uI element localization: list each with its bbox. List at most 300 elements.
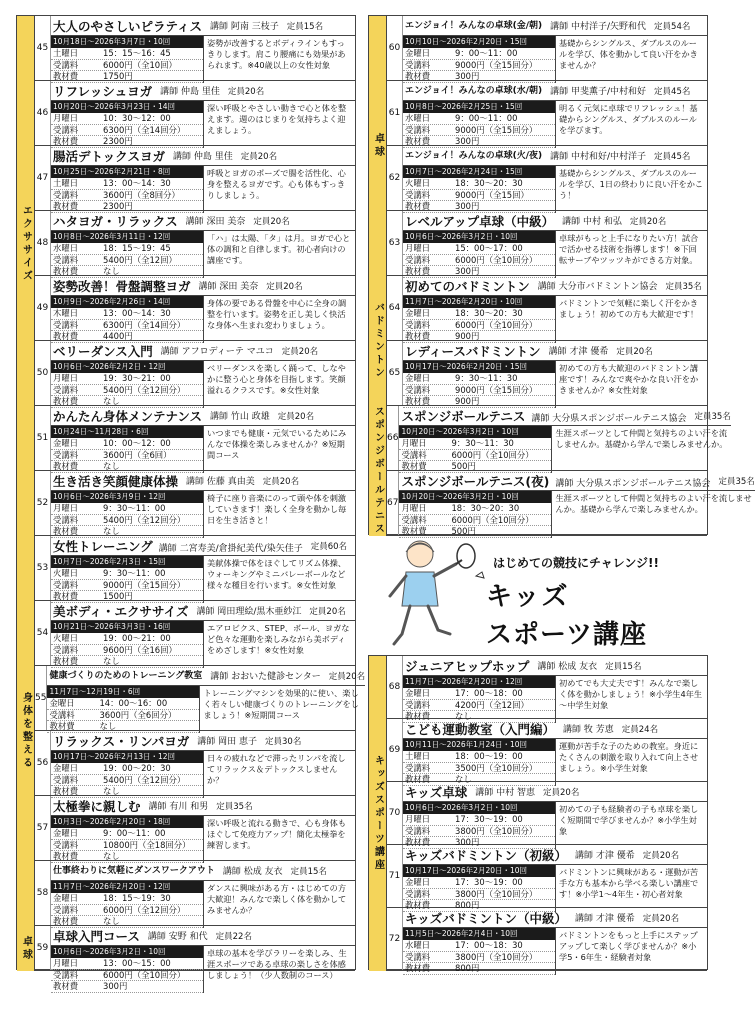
info-value: 18：30～20：30 <box>455 178 523 188</box>
info-value: 6000円（全10回分） <box>455 254 538 265</box>
course-title-row <box>403 845 707 865</box>
course-body <box>403 81 707 145</box>
info-key: 金曜日 <box>405 877 431 887</box>
course-details <box>399 491 754 538</box>
info-row <box>403 190 555 202</box>
info-value: 300円 <box>455 837 480 847</box>
instructor-name: 講師 松成 友衣 <box>222 867 283 877</box>
course-details <box>51 881 355 928</box>
instructor-name: 講師 松成 友衣 <box>537 662 598 672</box>
info-value: 6000円（全10回分） <box>451 514 534 525</box>
info-value: なし <box>455 711 472 721</box>
kids-title: キッズ <box>486 582 570 612</box>
course-number: 58 <box>35 861 51 925</box>
info-key: 火曜日 <box>53 568 79 578</box>
info-key: 水曜日 <box>53 243 79 253</box>
course-description: 椅子に座り音楽にのって頭や体を刺激していきます！楽しく全身を動かし毎日を生き活きと！ <box>203 491 355 538</box>
course-description: 身体の要である骨盤を中心に全身の調整を行います。姿勢を正し美しく快活な身体へ生まれ変わりましょう。 <box>203 296 355 343</box>
course-card <box>35 276 355 341</box>
course-card <box>35 926 355 991</box>
course-info <box>403 802 555 849</box>
course-body <box>51 81 355 145</box>
info-value: 9600円（全16回） <box>103 644 177 655</box>
info-row <box>403 940 555 952</box>
info-row <box>51 981 203 993</box>
info-key: 月曜日 <box>401 503 427 513</box>
course-body <box>403 146 707 210</box>
course-body <box>399 406 730 470</box>
info-key: 火曜日 <box>53 633 79 643</box>
info-row <box>403 125 555 137</box>
info-value: 3800円（全10回分） <box>455 951 538 962</box>
info-key: 教材費 <box>53 266 79 276</box>
course-details <box>51 621 355 668</box>
course-title: エンジョイ！みんなの卓球(火/夜) <box>405 151 543 161</box>
capacity-label: 定員45名 <box>654 152 691 162</box>
course-body <box>51 731 355 795</box>
course-number: 67 <box>387 471 399 535</box>
info-row <box>403 814 555 826</box>
course-description: 基礎からシングルス、ダブルスのルールを学び、体を動かして良い汗をかきませんか？ <box>555 36 707 83</box>
course-details <box>403 36 707 83</box>
course-info <box>403 296 555 343</box>
course-number: 70 <box>387 782 403 844</box>
info-value: 17：30～19：00 <box>455 814 523 824</box>
info-value: なし <box>99 721 117 731</box>
course-description: ダンスに興味がある方・はじめての方大歓迎！みんなで楽しく体を動かしてみませんか？ <box>203 881 355 928</box>
category-band <box>17 926 35 971</box>
course-info <box>47 686 199 733</box>
info-row <box>403 178 555 190</box>
info-key: 水曜日 <box>405 940 431 950</box>
course-card <box>35 666 366 731</box>
info-row <box>51 385 203 397</box>
kids-subtitle: スポーツ講座 <box>486 620 647 650</box>
info-value: なし <box>103 461 120 471</box>
course-number: 69 <box>387 719 403 781</box>
course-description: 初めての子も経験者の子も卓球を楽しく短期間で学びませんか？※小学生対象 <box>555 802 707 849</box>
info-value: 1500円 <box>103 591 133 601</box>
course-info <box>403 36 555 83</box>
course-details <box>403 676 707 723</box>
info-value: 3600円（全8回分） <box>103 189 180 200</box>
info-value: 800円 <box>455 963 480 973</box>
course-title: ベリーダンス入門 <box>53 344 153 359</box>
course-description: 初めてでも大丈夫です！みんなで楽しく体を動かしましょう！※小学生4年生～中学生対象 <box>555 676 707 723</box>
info-row <box>51 450 203 462</box>
capacity-label: 定員60名 <box>310 542 348 552</box>
info-value: 13：00～14：30 <box>103 308 171 318</box>
course-period: 10月7日～2026年2月24日・15回 <box>403 166 555 178</box>
info-key: 教材費 <box>53 71 79 81</box>
info-key: 教材費 <box>53 461 79 471</box>
course-description: 初めての方も大歓迎のバドミントン講座です！みんなで爽やかな良い汗をかきませんか？※女性対象 <box>555 361 707 408</box>
info-value: 9000円（全15回） <box>455 189 529 200</box>
info-row <box>51 515 203 527</box>
course-title: ジュニアヒップホップ <box>405 659 530 674</box>
info-key: 土曜日 <box>405 751 431 761</box>
category-label: 卓球 <box>372 133 384 159</box>
course-info <box>51 881 203 928</box>
course-card <box>387 471 755 536</box>
info-value: 9：30～11：00 <box>103 503 166 513</box>
course-title-row <box>51 16 355 36</box>
capacity-label: 定員20名 <box>616 347 653 357</box>
info-key: 教材費 <box>405 331 431 341</box>
course-description: エアロビクス、STEP、ボール、ヨガなど色々な運動を楽しみながら美ボディをめざします！※女性対象 <box>203 621 355 668</box>
info-row <box>51 113 203 125</box>
course-number: 60 <box>387 16 403 80</box>
course-period: 10月10日～2026年2月20日・15回 <box>403 36 555 48</box>
course-period: 11月7日～2026年2月20日・12回 <box>403 676 555 688</box>
info-key: 受講料 <box>53 839 79 850</box>
info-key: 火曜日 <box>405 178 431 188</box>
course-title-row <box>51 406 355 426</box>
info-key: 受講料 <box>53 254 79 265</box>
course-card <box>387 276 707 341</box>
course-card <box>35 211 355 276</box>
course-details <box>403 802 707 849</box>
info-value: 19：00～21：00 <box>103 633 171 643</box>
course-description: 深い呼吸とやさしい動きで心と体を整えます。週のはじまりを気持ちよく迎えましょう。 <box>203 101 355 148</box>
info-key: 受講料 <box>405 189 431 200</box>
info-value: 18：15～19：45 <box>103 243 171 253</box>
info-value: 6000円（全12回分） <box>103 904 186 915</box>
course-title: こども運動教室（入門編） <box>405 722 556 737</box>
info-key: 受講料 <box>405 699 431 710</box>
capacity-label: 定員20名 <box>629 217 667 227</box>
course-number: 62 <box>387 146 403 210</box>
course-title: 仕事終わりに気軽にダンスワークアウト <box>53 866 215 876</box>
course-title-row <box>403 341 707 361</box>
course-number: 47 <box>35 146 51 210</box>
info-value: なし <box>103 916 120 926</box>
info-row <box>403 243 555 255</box>
info-value: 2300円 <box>103 136 133 146</box>
instructor-name: 講師 おおいた健診センター <box>210 672 321 682</box>
capacity-label: 定員35名 <box>216 802 253 812</box>
info-value: 15：00～17：00 <box>455 243 523 253</box>
info-row <box>51 373 203 385</box>
course-number: 57 <box>35 796 51 860</box>
info-value: 6000円（全10回分） <box>103 969 186 980</box>
info-row <box>47 710 199 722</box>
course-info <box>403 231 555 278</box>
instructor-name: 講師 大分市バドミントン協会 <box>537 282 658 292</box>
course-body <box>51 16 355 80</box>
info-row <box>51 633 203 645</box>
course-period: 10月17日～2026年2月20日・10回 <box>403 865 555 877</box>
course-card <box>387 908 707 971</box>
course-info <box>403 361 555 408</box>
course-description: バドミントンをもっと上手にステップアップして楽しく学びませんか？※小学5・6年生・経験者対象 <box>555 928 707 975</box>
course-title-row <box>51 211 355 231</box>
course-description: 「ハ」は太陽、「タ」は月。ヨガで心と体の調和と自律します。初心者向けの講座です。 <box>203 231 355 278</box>
kids-tagline: はじめての競技にチャレンジ!! <box>493 556 659 570</box>
course-title: 健康づくりのためのトレーニング教室 <box>49 671 203 681</box>
info-value: 5400円（全12回分） <box>103 774 186 785</box>
course-card <box>387 81 707 146</box>
info-value: 300円 <box>455 136 480 146</box>
info-key: 受講料 <box>401 514 427 525</box>
info-key: 教材費 <box>405 201 431 211</box>
info-key: 受講料 <box>405 254 431 265</box>
course-period: 11月7日～2026年2月20日・12回 <box>51 881 203 893</box>
course-description: 卓球の基本を学びラリーを楽しみ、生涯スポーツである卓球の楽しさを体感しましょう！（少人数制のコース） <box>203 946 355 993</box>
course-period: 10月8日～2026年2月25日・15回 <box>403 101 555 113</box>
course-body <box>51 926 355 991</box>
category-band <box>369 656 387 971</box>
info-value: 6000円（全10回分） <box>451 449 534 460</box>
course-description: いつまでも健康・元気でいるためにみんなで体操を楽しみませんか？※短期間コース <box>203 426 355 473</box>
course-number: 46 <box>35 81 51 145</box>
course-title-row <box>403 276 707 296</box>
instructor-name: 講師 岡田理絵/黒木亜紗江 <box>196 607 302 617</box>
course-description: バドミントンに興味がある・運動が苦手な方も基本から学べる楽しい講座です！※小学1～4年生・初心者対象 <box>555 865 707 912</box>
course-info <box>51 166 203 213</box>
course-number: 55 <box>35 666 47 730</box>
info-key: 受講料 <box>53 514 79 525</box>
course-title-row <box>51 341 355 361</box>
info-key: 教材費 <box>405 837 431 847</box>
info-row <box>51 958 203 970</box>
course-description: 呼吸とヨガのポーズで腸を活性化、心身を整えるヨガです。心も体もすっきりしましょう。 <box>203 166 355 213</box>
info-row <box>51 580 203 592</box>
category-label: エクササイズ <box>20 204 32 283</box>
info-key: 受講料 <box>53 579 79 590</box>
course-title-row <box>403 211 707 231</box>
course-number: 48 <box>35 211 51 275</box>
instructor-name: 講師 岡田 恵子 <box>197 737 257 747</box>
course-card <box>387 211 707 276</box>
course-title: 女性トレーニング <box>53 539 153 554</box>
info-row <box>51 48 203 60</box>
instructor-name: 講師 甲斐薫子/中村和好 <box>550 87 647 97</box>
course-body <box>47 666 365 730</box>
info-value: 500円 <box>451 526 476 536</box>
course-details <box>403 166 707 213</box>
info-value: 18：00～19：00 <box>455 751 523 761</box>
info-key: 受講料 <box>405 319 431 330</box>
info-row <box>51 828 203 840</box>
course-number: 56 <box>35 731 51 795</box>
info-key: 金曜日 <box>405 373 431 383</box>
info-value: 900円 <box>455 331 480 341</box>
info-key: 受講料 <box>53 189 79 200</box>
course-title-row <box>51 276 355 296</box>
info-row <box>403 826 555 838</box>
info-value: 17：00～18：00 <box>455 688 523 698</box>
info-value: 17：30～19：00 <box>455 877 523 887</box>
capacity-label: 定員20名 <box>642 851 680 861</box>
course-title: スポンジボールテニス <box>401 409 526 424</box>
info-key: 教材費 <box>53 851 79 861</box>
course-number: 51 <box>35 406 51 470</box>
capacity-label: 定員20名 <box>266 282 303 292</box>
course-description: 生涯スポーツとして仲間と気持ちのよい汗を流しませんか。基礎から学んで楽しみませんか。 <box>551 426 730 473</box>
instructor-name: 講師 中村洋子/矢野和代 <box>550 22 647 32</box>
course-period: 11月7日～12月19日・6回 <box>47 686 199 698</box>
info-key: 教材費 <box>53 916 79 926</box>
course-title: スポンジボールテニス(夜) <box>401 474 550 489</box>
info-value: 1750円 <box>103 71 133 81</box>
course-number: 63 <box>387 211 403 275</box>
course-info <box>399 426 551 473</box>
course-details <box>51 491 355 538</box>
course-number: 71 <box>387 845 403 907</box>
course-title-row <box>51 796 355 816</box>
info-key: 受講料 <box>405 951 431 962</box>
course-number: 66 <box>387 406 399 470</box>
capacity-label: 定員15名 <box>290 867 327 877</box>
info-row <box>403 385 555 397</box>
course-number: 54 <box>35 601 51 665</box>
info-value: 300円 <box>455 266 480 276</box>
course-title: 初めてのバドミントン <box>405 279 530 294</box>
info-value: 18：30～20：30 <box>451 503 520 513</box>
info-key: 教材費 <box>53 526 79 536</box>
info-row <box>403 255 555 267</box>
course-description: 基礎からシングルス、ダブルスのルールを学び、1日の終わりに良い汗をかこう！ <box>555 166 707 213</box>
info-value: 9000円（全15回分） <box>455 124 538 135</box>
capacity-label: 定員20名 <box>281 347 319 357</box>
course-details <box>51 296 355 343</box>
right-course-column <box>368 15 755 536</box>
info-key: 教材費 <box>405 396 431 406</box>
course-title-row <box>403 782 707 802</box>
info-key: 教材費 <box>405 136 431 146</box>
info-key: 教材費 <box>405 71 431 81</box>
info-key: 受講料 <box>53 59 79 70</box>
course-title-row <box>51 471 355 491</box>
info-key: 受講料 <box>53 449 79 460</box>
category-band <box>17 16 35 471</box>
info-value: 300円 <box>455 71 480 81</box>
course-number: 68 <box>387 656 403 718</box>
instructor-name: 講師 大分県スポンジボールテニス協会 <box>531 414 687 424</box>
info-key: 教材費 <box>53 331 79 341</box>
info-row <box>403 877 555 889</box>
info-key: 受講料 <box>53 904 79 915</box>
info-row <box>403 308 555 320</box>
course-period: 10月7日～2026年2月3日・15回 <box>51 556 203 568</box>
capacity-label: 定員20名 <box>328 672 366 682</box>
left-course-column <box>16 15 366 991</box>
course-period: 11月5日～2026年2月4日・10回 <box>403 928 555 940</box>
course-title-row <box>51 861 355 881</box>
info-row <box>399 438 551 450</box>
info-value: 10：30～12：00 <box>103 113 171 123</box>
info-value: 10：00～12：00 <box>103 438 171 448</box>
info-row <box>399 450 551 462</box>
course-description: 卓球がもっと上手になりたい方！試合で活かせる技術を指導します！※下回転サーブやツッツキができる方対象。 <box>555 231 707 278</box>
course-card <box>387 719 707 782</box>
info-value: 900円 <box>455 396 480 406</box>
course-period: 10月20日～2026年3月2日・10回 <box>399 426 551 438</box>
info-key: 教材費 <box>401 526 427 536</box>
info-value: なし <box>103 526 120 536</box>
course-details <box>403 739 707 786</box>
course-title-row <box>51 81 355 101</box>
info-key: 金曜日 <box>53 828 79 838</box>
course-description: 美献体操で体をほぐしてリズム体操、ウォーキングやミニバレーボールなど様々な種目を行います。※女性対象 <box>203 556 355 603</box>
course-body <box>403 341 707 405</box>
course-card <box>35 861 355 926</box>
info-key: 教材費 <box>53 396 79 406</box>
course-info <box>403 928 555 975</box>
info-value: 6000円（全10回分） <box>455 319 538 330</box>
info-key: 受講料 <box>53 774 79 785</box>
course-card <box>35 16 355 81</box>
info-value: 18：30～20：30 <box>455 308 523 318</box>
info-key: 教材費 <box>405 774 431 784</box>
course-title-row <box>47 666 365 686</box>
info-key: 月曜日 <box>405 243 431 253</box>
course-body <box>51 796 355 860</box>
info-key: 教材費 <box>405 900 431 910</box>
info-value: なし <box>103 786 120 796</box>
info-value: なし <box>103 266 120 276</box>
info-row <box>399 503 551 515</box>
category-band-blank <box>17 471 35 536</box>
info-value: なし <box>103 656 120 666</box>
course-title-row <box>399 471 754 491</box>
info-row <box>399 515 551 527</box>
info-row <box>51 645 203 657</box>
course-details <box>51 231 355 278</box>
course-title-row <box>51 926 355 946</box>
info-key: 受講料 <box>405 124 431 135</box>
course-description: 日々の疲れなどで滞ったリンパを流してリラックス＆デトックスしませんか？ <box>203 751 355 798</box>
instructor-name: 講師 アフロディーテ マユコ <box>160 347 274 357</box>
info-key: 教材費 <box>53 656 79 666</box>
course-period: 10月6日～2026年2月2日・12回 <box>51 361 203 373</box>
course-title-row <box>399 406 730 426</box>
info-key: 教材費 <box>53 591 79 601</box>
info-key: 受講料 <box>401 449 427 460</box>
info-key: 教材費 <box>405 711 431 721</box>
course-info <box>403 101 555 148</box>
course-period: 10月6日～2026年3月2日・10回 <box>51 946 203 958</box>
info-row <box>51 190 203 202</box>
course-card <box>35 146 355 211</box>
course-title: レベルアップ卓球（中級） <box>405 214 555 229</box>
instructor-name: 講師 才津 優希 <box>548 347 609 357</box>
course-period: 10月9日～2026年2月26日・14回 <box>51 296 203 308</box>
instructor-name: 講師 深田 美奈 <box>198 282 259 292</box>
capacity-label: 定員54名 <box>654 22 691 32</box>
info-value: 9：00～11：00 <box>103 828 166 838</box>
category-band <box>369 406 387 536</box>
course-number: 61 <box>387 81 403 145</box>
info-row <box>403 113 555 125</box>
info-key: 教材費 <box>401 461 427 471</box>
info-value: 14：00～16：00 <box>99 698 168 708</box>
capacity-label: 定員24名 <box>621 725 659 735</box>
capacity-label: 定員15名 <box>605 662 642 672</box>
course-body <box>51 536 355 600</box>
course-number: 65 <box>387 341 403 405</box>
info-row <box>51 243 203 255</box>
info-row <box>51 763 203 775</box>
info-value: 13：00～14：30 <box>103 178 171 188</box>
course-card <box>35 471 355 536</box>
info-key: 受講料 <box>405 825 431 836</box>
capacity-label: 定員20名 <box>543 788 580 798</box>
course-period: 10月6日～2026年3月2日・10回 <box>403 231 555 243</box>
info-row <box>51 125 203 137</box>
course-number: 49 <box>35 276 51 340</box>
